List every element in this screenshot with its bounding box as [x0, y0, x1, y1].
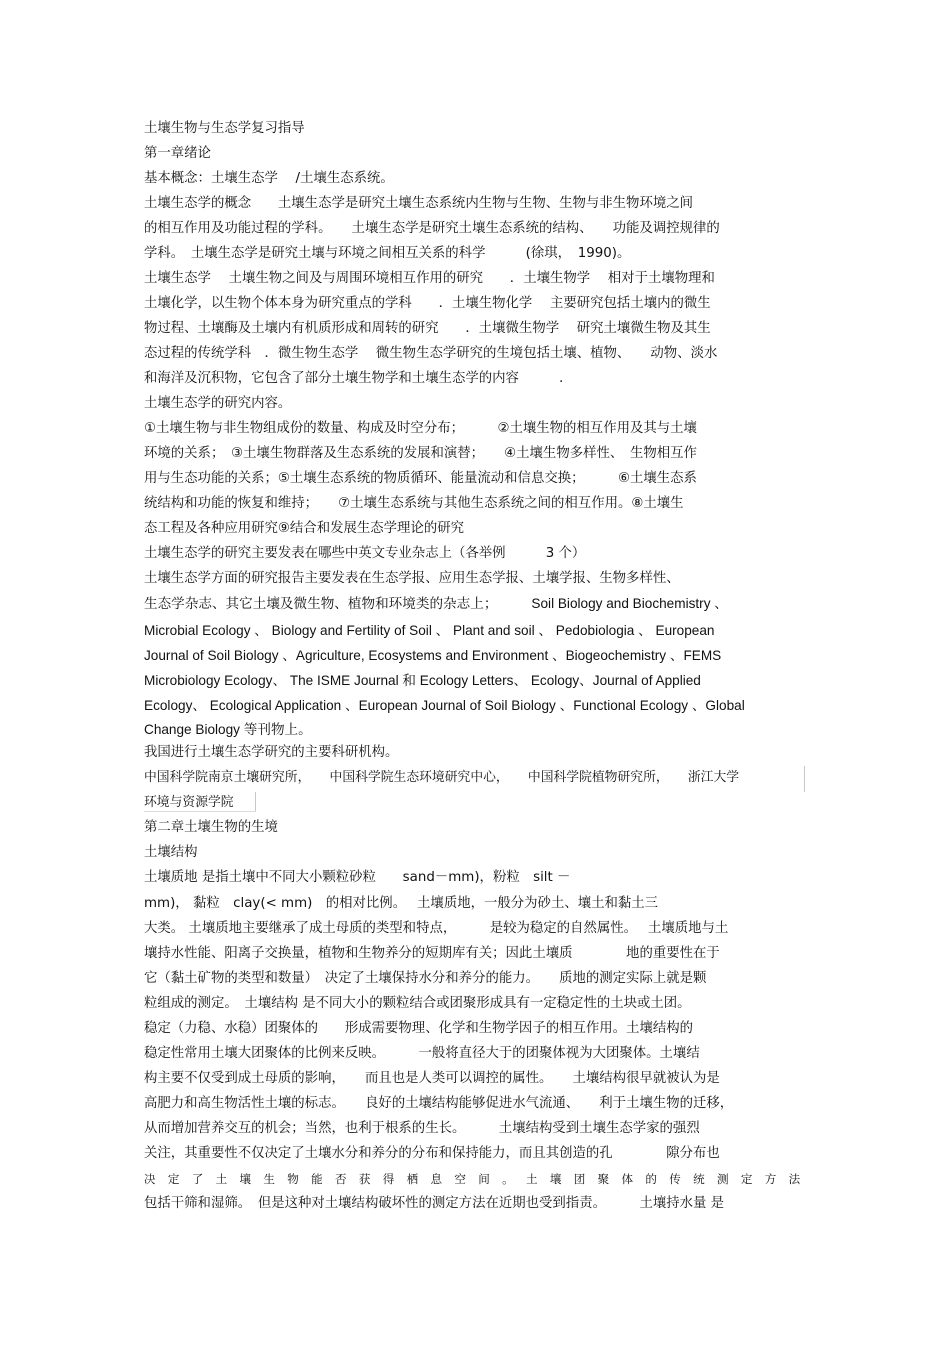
text-line: 的相互作用及功能过程的学科。 土壤生态学是研究土壤生态系统的结构、 功能及调控规律的	[144, 221, 720, 236]
table-border	[255, 792, 256, 812]
chapter-heading: 第二章土壤生物的生境	[144, 820, 278, 835]
section-heading: 土壤生态学的研究内容。	[144, 396, 292, 411]
text-line: 粒组成的测定。 土壤结构 是不同大小的颗粒结合或团聚形成具有一定稳定性的土块或土团。	[144, 996, 691, 1011]
text-line: 稳定性常用土壤大团聚体的比例来反映。 一般将直径大于的团聚体视为大团聚体。土壤结	[144, 1046, 700, 1061]
text-line: ①土壤生物与非生物组成份的数量、构成及时空分布； ②土壤生物的相互作用及其与土壤	[144, 421, 697, 436]
section-heading: 土壤结构	[144, 845, 198, 860]
text-line: 关注，其重要性不仅决定了土壤水分和养分的分布和保持能力，而且其创造的孔 隙分布也	[144, 1146, 720, 1161]
journal-line: Microbiology Ecology、 The ISME Journal 和 Ecology Letters、 Ecology、Journal of Applied	[144, 673, 701, 688]
text-line: 大类。 土壤质地主要继承了成土母质的类型和特点， 是较为稳定的自然属性。 土壤质地与土	[144, 921, 729, 936]
text-line: 学科。 土壤生态学是研究土壤与环境之间相互关系的科学 (徐琪， 1990)。	[144, 246, 631, 261]
table-border	[804, 766, 805, 792]
journal-line: Journal of Soil Biology 、Agriculture, Ecosystems and Environment 、Biogeochemistry 、FEMS	[144, 648, 722, 663]
text-line: 态工程及各种应用研究⑨结合和发展生态学理论的研究	[144, 521, 464, 536]
institution-line: 环境与资源学院	[144, 795, 234, 810]
text-line: 土壤化学，以生物个体本身为研究重点的学科 ．土壤生物化学 主要研究包括土壤内的微生	[144, 296, 711, 311]
text-line: 生态学杂志、其它土壤及微生物、植物和环境类的杂志上； Soil Biology and Biochemistry 、	[144, 596, 728, 611]
text-line: 态过程的传统学科 ．微生物生态学 微生物生态学研究的生境包括土壤、植物、 动物、淡水	[144, 346, 718, 361]
text-line: 高肥力和高生物活性土壤的标志。 良好的土壤结构能够促进水气流通、 利于土壤生物的迁移，	[144, 1096, 734, 1111]
text-line: 构主要不仅受到成土母质的影响， 而且也是人类可以调控的属性。 土壤结构很早就被认为是	[144, 1071, 720, 1086]
text-line: 土壤生态学的概念 土壤生态学是研究土壤生态系统内生物与生物、生物与非生物环境之间	[144, 196, 694, 211]
institution-line: 中国科学院南京土壤研究所， 中国科学院生态环境研究中心， 中国科学院植物研究所， 浙江大学	[144, 770, 740, 785]
text-line: 物过程、土壤酶及土壤内有机质形成和周转的研究 ．土壤微生物学 研究土壤微生物及其生	[144, 321, 711, 336]
section-heading: 我国进行土壤生态学研究的主要科研机构。	[144, 745, 399, 760]
text-line: 包括干筛和湿筛。 但是这种对土壤结构破坏性的测定方法在近期也受到指责。 土壤持水量 是	[144, 1196, 725, 1211]
text-line: 土壤生态学方面的研究报告主要发表在生态学报、应用生态学报、土壤学报、生物多样性、	[144, 571, 680, 586]
text-line: 土壤生态学 土壤生物之间及与周围环境相互作用的研究 ．土壤生物学 相对于土壤物理和	[144, 271, 715, 286]
journal-line: Ecology、 Ecological Application 、European Journal of Soil Biology 、Functional Ecology 、Global	[144, 698, 745, 713]
text-line: 用与生态功能的关系；⑤土壤生态系统的物质循环、能量流动和信息交换； ⑥土壤生态系	[144, 471, 697, 486]
text-line: 统结构和功能的恢复和维持； ⑦土壤生态系统与其他生态系统之间的相互作用。⑧土壤生	[144, 496, 684, 511]
text-line: 决定了土壤生物能否获得栖息空间。土壤团聚体的传统测定方法	[144, 1172, 813, 1186]
text-line: 它（黏土矿物的类型和数量） 决定了土壤保持水分和养分的能力。 质地的测定实际上就是颗	[144, 971, 707, 986]
text-line: 环境的关系； ③土壤生物群落及生态系统的发展和演替； ④土壤生物多样性、 生物相互作	[144, 446, 697, 461]
text-line: 和海洋及沉积物，它包含了部分土壤生物学和土壤生态学的内容 ．	[144, 371, 573, 386]
chapter-heading: 第一章绪论	[144, 146, 211, 161]
text-line: 从而增加营养交互的机会；当然，也利于根系的生长。 土壤结构受到土壤生态学家的强烈	[144, 1121, 700, 1136]
journal-line: Microbial Ecology 、 Biology and Fertility of Soil 、 Plant and soil 、 Pedobiologia 、 European	[144, 623, 715, 638]
text-line: 基本概念：土壤生态学 /土壤生态系统。	[144, 171, 394, 186]
section-heading: 土壤生态学的研究主要发表在哪些中英文专业杂志上（各举例 3 个）	[144, 546, 586, 561]
text-line: mm)， 黏粒 clay(< mm) 的相对比例。 土壤质地，一般分为砂土、壤土和黏土三	[144, 896, 659, 911]
document-title: 土壤生物与生态学复习指导	[144, 121, 305, 136]
table-border	[144, 811, 256, 812]
text-line: 稳定（力稳、水稳）团聚体的 形成需要物理、化学和生物学因子的相互作用。土壤结构的	[144, 1021, 694, 1036]
text-line: 土壤质地 是指土壤中不同大小颗粒砂粒 sand－mm)，粉粒 silt －	[144, 870, 571, 885]
text-line: 壤持水性能、阳离子交换量，植物和生物养分的短期库有关；因此土壤质 地的重要性在于	[144, 946, 720, 961]
journal-line: Change Biology 等刊物上。	[144, 722, 312, 737]
